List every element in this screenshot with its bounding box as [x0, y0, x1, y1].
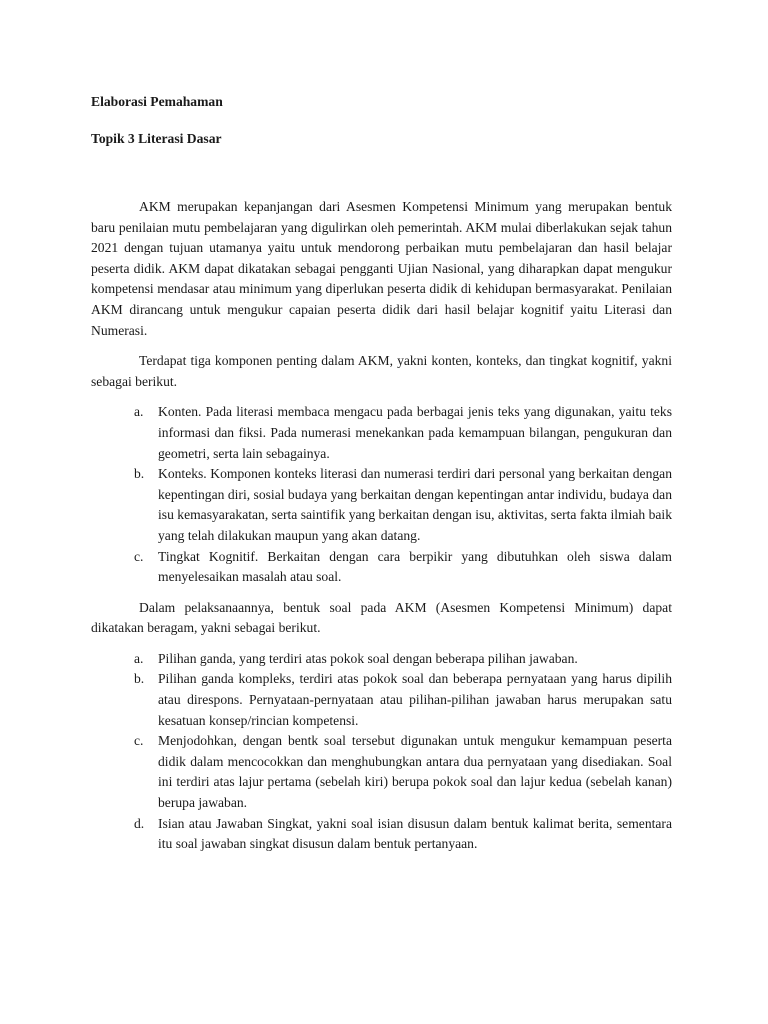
list-marker: d. [134, 815, 145, 831]
components-list [91, 402, 672, 587]
list-item [91, 464, 672, 546]
list-item-text: Konteks. Komponen konteks literasi dan numerasi terdiri dari personal yang berkaitan dengan kepentingan diri, sosial budaya yang berkaitan dengan kepentingan antar individu, budaya dan isu kemasyarakatan, serta saintifik yang berkaitan dengan isu, aktivitas, serta fakta ilmiah baik yang telah dilakukan maupun yang akan datang. [158, 466, 672, 543]
list-marker: a. [134, 650, 144, 666]
list-item [91, 402, 672, 464]
list-item-text: Isian atau Jawaban Singkat, yakni soal isian disusun dalam bentuk kalimat berita, sementara itu soal jawaban singkat disusun dalam bentuk pertanyaan. [158, 815, 672, 852]
document-subtitle: Topik 3 Literasi Dasar [91, 131, 222, 146]
document-page [91, 92, 672, 855]
list-item [91, 547, 672, 588]
question-types-list [91, 649, 672, 855]
list-marker: c. [134, 733, 144, 749]
document-title: Elaborasi Pemahaman [91, 94, 223, 109]
list-item [91, 649, 672, 670]
list-item [91, 669, 672, 731]
paragraph-intro: AKM merupakan kepanjangan dari Asesmen Kompetensi Minimum yang merupakan bentuk baru penilaian mutu pembelajaran yang digulirkan oleh pemerintah. AKM mulai diberlakukan sejak tahun 2021 dengan tujuan utamanya yaitu untuk mendorong perbaikan mutu pembelajaran dan hasil belajar peserta didik. AKM dapat dikatakan sebagai pengganti Ujian Nasional, yang diharapkan dapat mengukur kompetensi mendasar atau minimum yang diperlukan peserta didik di kehidupan bermasyarakat. Penilaian AKM dirancang untuk mengukur capaian peserta didik dari hasil belajar kognitif yaitu Literasi dan Numerasi. [91, 199, 672, 338]
paragraph-question-types-intro: Dalam pelaksanaannya, bentuk soal pada AKM (Asesmen Kompetensi Minimum) dapat dikatakan beragam, yakni sebagai berikut. [91, 599, 672, 636]
paragraph-components-intro: Terdapat tiga komponen penting dalam AKM, yakni konten, konteks, dan tingkat kognitif, yakni sebagai berikut. [91, 353, 672, 389]
list-marker: c. [134, 548, 144, 564]
list-marker: b. [134, 466, 145, 482]
list-item [91, 731, 672, 813]
list-item-text: Pilihan ganda, yang terdiri atas pokok soal dengan beberapa pilihan jawaban. [158, 650, 578, 666]
list-item [91, 814, 672, 855]
list-item-text: Konten. Pada literasi membaca mengacu pada berbagai jenis teks yang digunakan, yaitu teks informasi dan fiksi. Pada numerasi menekankan pada kemampuan bilangan, pengukuran dan geometri, serta lain sebagainya. [158, 404, 672, 461]
list-marker: a. [134, 404, 144, 420]
list-item-text: Pilihan ganda kompleks, terdiri atas pokok soal dan beberapa pernyataan yang harus dipilih atau direspons. Pernyataan-pernyataan atau pilihan-pilihan jawaban harus merupakan satu kesatuan konsep/rincian kompetensi. [158, 671, 672, 728]
list-item-text: Menjodohkan, dengan bentk soal tersebut digunakan untuk mengukur kemampuan peserta didik dalam mencocokkan dan menghubungkan antara dua pernyataan yang disediakan. Soal ini terdiri atas lajur pertama (sebelah kiri) berupa pokok soal dan lajur kedua (sebelah kanan) berupa jawaban. [158, 733, 672, 811]
list-item-text: Tingkat Kognitif. Berkaitan dengan cara berpikir yang dibutuhkan oleh siswa dalam menyelesaikan masalah atau soal. [158, 548, 672, 585]
list-marker: b. [134, 671, 145, 687]
